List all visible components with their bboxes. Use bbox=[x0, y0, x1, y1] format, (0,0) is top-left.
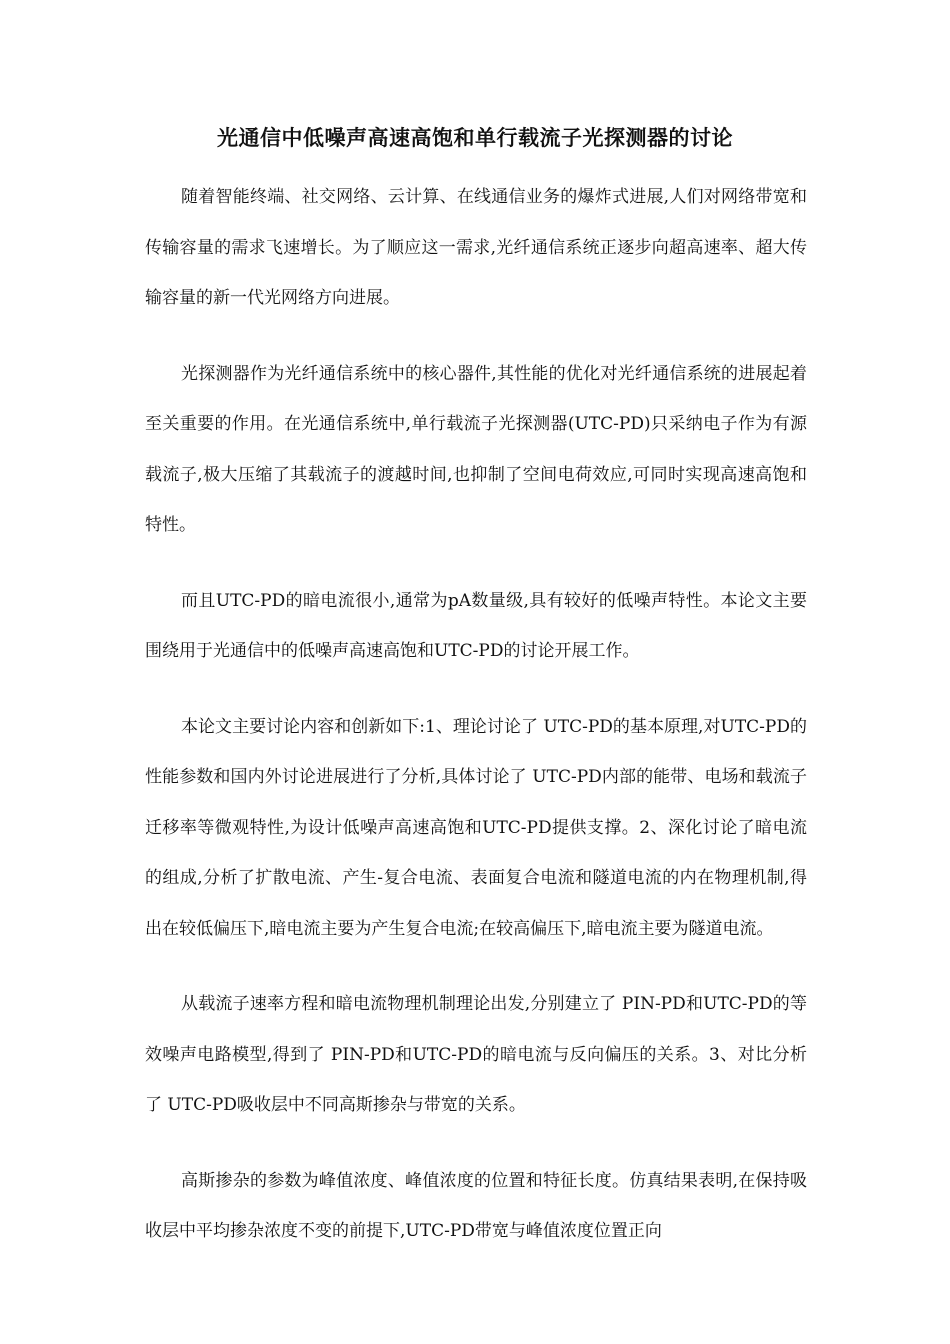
paragraph-6: 高斯掺杂的参数为峰值浓度、峰值浓度的位置和特征长度。仿真结果表明,在保持吸收层中平均掺杂浓度不变的前提下,UTC-PD带宽与峰值浓度位置正向 bbox=[145, 1170, 807, 1241]
paragraph-2: 光探测器作为光纤通信系统中的核心器件,其性能的优化对光纤通信系统的进展起着至关重要的作用。在光通信系统中,单行载流子光探测器(UTC-PD)只采纳电子作为有源载流子,极大压缩了其载流子的渡越时间,也抑制了空间电荷效应,可同时实现高速高饱和特性。 bbox=[145, 363, 807, 535]
document-body bbox=[145, 172, 807, 1282]
paragraph-5: 从载流子速率方程和暗电流物理机制理论出发,分别建立了 PIN-PD和UTC-PD的等效噪声电路模型,得到了 PIN-PD和UTC-PD的暗电流与反向偏压的关系。3、对比分析了 UTC-PD吸收层中不同高斯掺杂与带宽的关系。 bbox=[145, 994, 807, 1115]
paragraph-4: 本论文主要讨论内容和创新如下:1、理论讨论了 UTC-PD的基本原理,对UTC-PD的性能参数和国内外讨论进展进行了分析,具体讨论了 UTC-PD内部的能带、电场和载流子迁移率等微观特性,为设计低噪声高速高饱和UTC-PD提供支撑。2、深化讨论了暗电流的组成,分析了扩散电流、产生-复合电流、表面复合电流和隧道电流的内在物理机制,得出在较低偏压下,暗电流主要为产生复合电流;在较高偏压下,暗电流主要为隧道电流。 bbox=[145, 716, 807, 939]
paragraph-1: 随着智能终端、社交网络、云计算、在线通信业务的爆炸式进展,人们对网络带宽和传输容量的需求飞速增长。为了顺应这一需求,光纤通信系统正逐步向超高速率、超大传输容量的新一代光网络方向进展。 bbox=[145, 187, 807, 308]
document-title: 光通信中低噪声高速高饱和单行载流子光探测器的讨论 bbox=[217, 125, 733, 150]
paragraph-3: 而且UTC-PD的暗电流很小,通常为pA数量级,具有较好的低噪声特性。本论文主要围绕用于光通信中的低噪声高速高饱和UTC-PD的讨论开展工作。 bbox=[145, 590, 807, 661]
